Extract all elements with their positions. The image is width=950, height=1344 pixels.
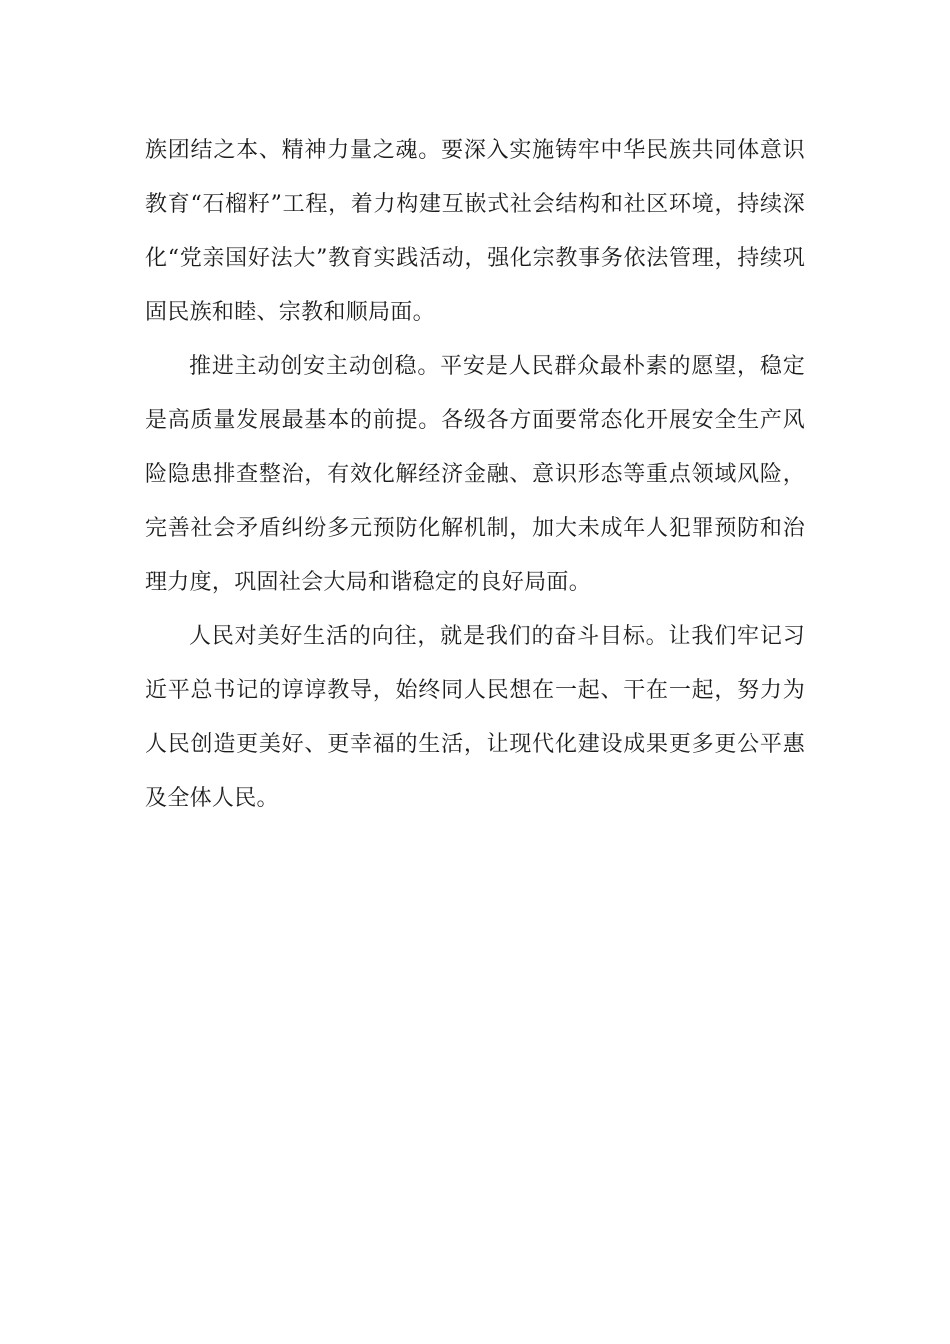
paragraph-continuation: 族团结之本、精神力量之魂。要深入实施铸牢中华民族共同体意识教育“石榴籽”工程，着力构建互嵌式社会结构和社区环境，持续深化“党亲国好法大”教育实践活动，强化宗教事务依法管理，持续巩固民族和睦、宗教和顺局面。	[145, 138, 805, 325]
paragraph-conclusion: 人民对美好生活的向往，就是我们的奋斗目标。让我们牢记习近平总书记的谆谆教导，始终同人民想在一起、干在一起，努力为人民创造更美好、更幸福的生活，让现代化建设成果更多更公平惠及全体人民。	[145, 624, 805, 811]
document-body	[145, 124, 805, 826]
paragraph-stability: 推进主动创安主动创稳。平安是人民群众最朴素的愿望，稳定是高质量发展最基本的前提。各级各方面要常态化开展安全生产风险隐患排查整治，有效化解经济金融、意识形态等重点领域风险，完善社会矛盾纠纷多元预防化解机制，加大未成年人犯罪预防和治理力度，巩固社会大局和谐稳定的良好局面。	[145, 354, 805, 595]
